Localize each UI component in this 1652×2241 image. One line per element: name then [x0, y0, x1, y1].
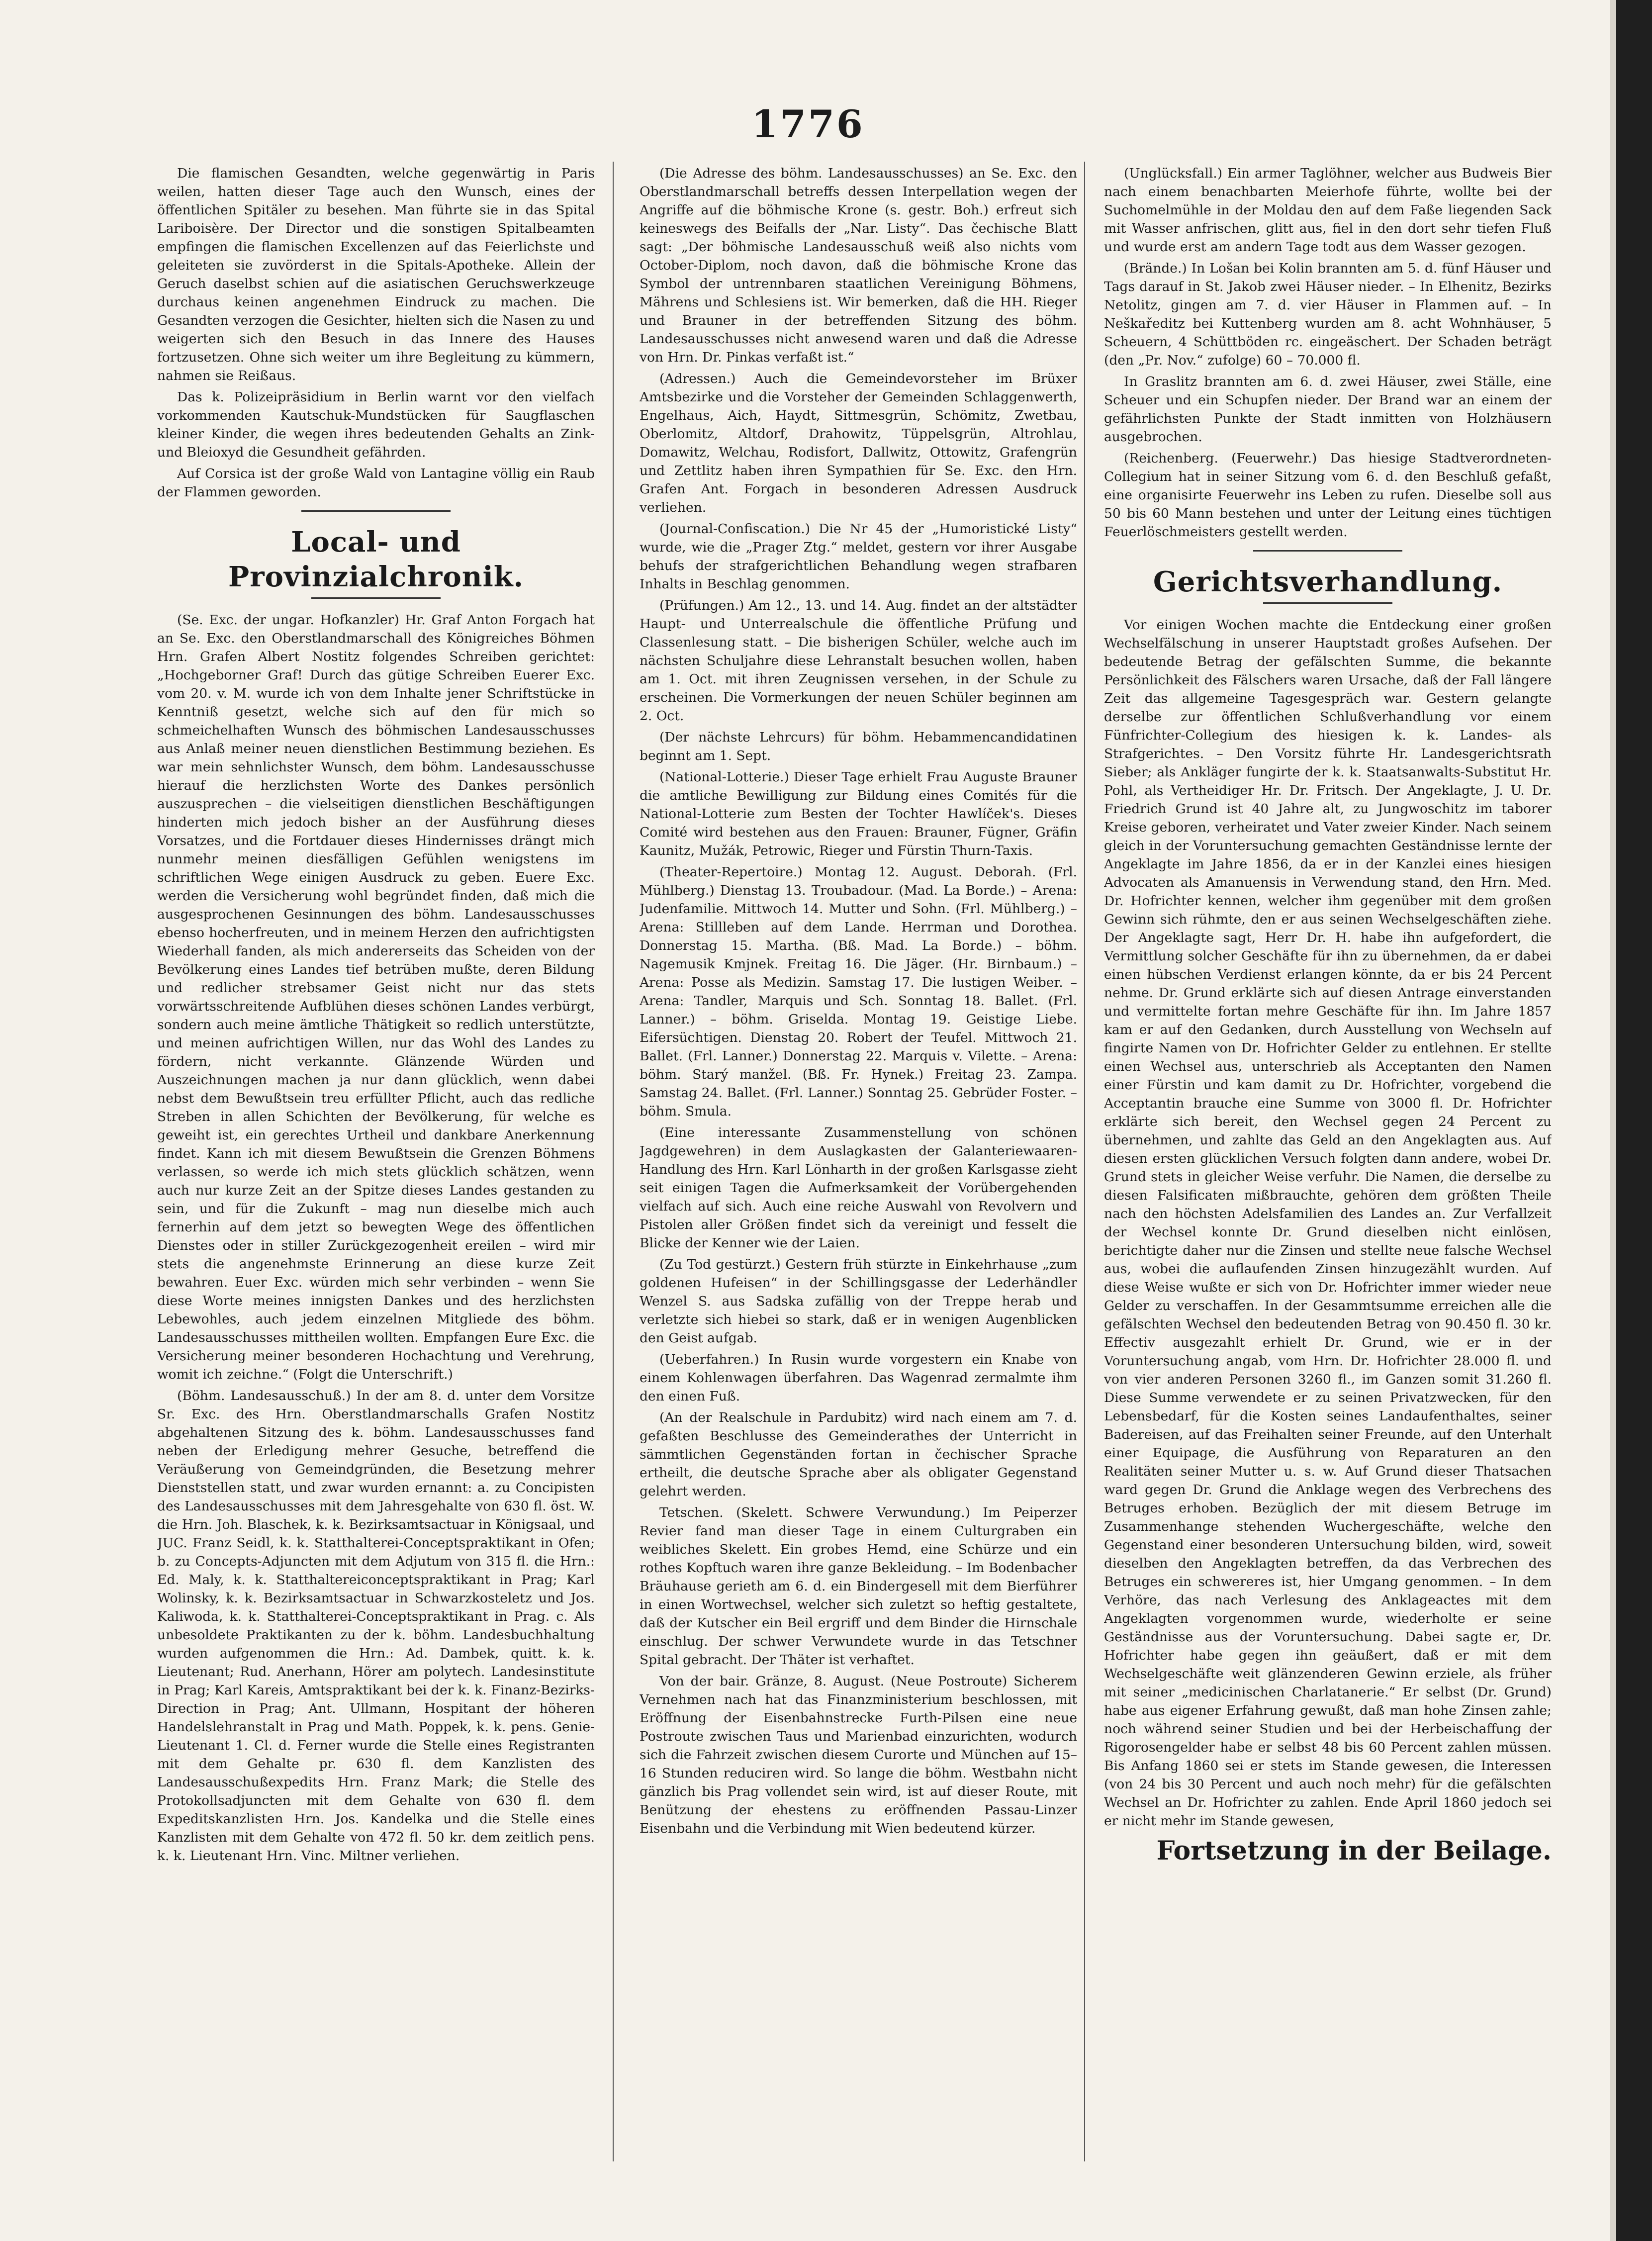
article-paragraph: (Theater-Repertoire.) Montag 12. August. Deborah. (Frl. Mühlberg.) Dienstag 13. Troubadour. (Mad. La Borde.) – Arena: Judenfamilie. Mittwoch 14. Mutter und Sohn. (Frl. Mühlberg.) – Arena: Stillleben auf dem Lande. Herrman und Dorothea. Donnerstag 15. Martha. (Bß. Mad. La Borde.) – böhm. Nagemusik Kmjnek. Freitag 16. Die Jäger. (Hr. Birnbaum.) – Arena: Posse als Medizin. Samstag 17. Die lustigen Weiber. – Arena: Tandler, Marquis und Sch. Sonntag 18. Ballet. (Frl. Lanner.) – böhm. Griselda. Montag 19. Geistige Liebe. Eifersüchtigen. Dienstag 20. Robert der Teufel. Mittwoch 21. Ballet. (Frl. Lanner.) Donnerstag 22. Marquis v. Vilette. – Arena: böhm. Starý manžel. (Bß. Fr. Hynek.) Freitag 23. Zampa. Samstag 24. Ballet. (Frl. Lanner.) Sonntag 25. Gebrüder Foster. – böhm. Smula.: [640, 864, 1077, 1119]
article-paragraph: (Adressen.) Auch die Gemeindevorsteher im Brüxer Amtsbezirke und die Vorsteher der Gemeinden Schlaggenwerth, Engelhaus, Aich, Haydt, Sittmesgrün, Schömitz, Zwetbau, Oberlomitz, Altdorf, Drahowitz, Tüppelsgrün, Altrohlau, Domawitz, Welchau, Rodisfort, Dallwitz, Ottowitz, Grafengrün und Zettlitz haben ihren Sympathien für Se. Exc. den Hrn. Grafen Ant. Forgach in besonderen Adressen Ausdruck verliehen.: [640, 371, 1077, 515]
scan-border: [1616, 0, 1652, 2241]
section-divider: [301, 510, 451, 512]
page-edge: [1610, 0, 1616, 2241]
column-2: [640, 164, 1077, 2166]
article-paragraph: (An der Realschule in Pardubitz) wird nach einem am 7. d. gefaßten Beschlusse des Gemeinderathes der Unterricht in sämmtlichen Gegenständen fortan in čechischer Sprache ertheilt, die deutsche Sprache aber als obligater Gegenstand gelehrt werden.: [640, 1410, 1077, 1499]
heading-underline: [311, 597, 441, 599]
column-1: [157, 164, 595, 2166]
article-paragraph: (Se. Exc. der ungar. Hofkanzler) Hr. Graf Anton Forgach hat an Se. Exc. den Oberstlandmarschall des Königreiches Böhmen Hrn. Grafen Albert Nostitz folgendes Schreiben gerichtet: „Hochgeborner Graf! Durch das gütige Schreiben Euerer Exc. vom 20. v. M. wurde ich von dem Inhalte jener Schriftstücke in Kenntniß gesetzt, welche sich auf den für mich so schmeichelhaften Wunsch des böhmischen Landesausschusses aus Anlaß meiner neuen dienstlichen Bestimmung beziehen. Es war mein sehnlichster Wunsch, dem böhm. Landesausschusse hierauf die herzlichsten Worte des Dankes persönlich auszusprechen – die vielseitigen dienstlichen Beschäftigungen hinderten mich jedoch bisher an der Ausführung dieses Vorsatzes, und die Fortdauer dieses Hindernisses drängt mich nunmehr meinen diesfälligen Gefühlen wenigstens im schriftlichen Wege einigen Ausdruck zu geben. Euere Exc. werden die Versicherung wohl begründet finden, daß mich die ausgesprochenen Gesinnungen des böhm. Landesausschusses ebenso hocherfreuten, und in meinem Herzen den aufrichtigsten Wiederhall fanden, als mich andererseits das Scheiden von der Bevölkerung eines Landes tief betrüben mußte, deren Bildung und redlicher strebsamer Geist nicht nur das stets vorwärtsschreitende Aufblühen dieses schönen Landes verbürgt, sondern auch meine ämtliche Thätigkeit so redlich unterstützte, und meinen aufrichtigen Willen, nur das Wohl des Landes zu fördern, nicht verkannte. Glänzende Würden und Auszeichnungen machen ja nur dann glücklich, wenn dabei nebst dem Bewußtsein treu erfüllter Pflicht, auch das redliche Streben in allen Schichten der Bevölkerung, für welche es geweiht ist, ein gerechtes Urtheil und dankbare Anerkennung findet. Kann ich mit diesem Bewußtsein die Grenzen Böhmens verlassen, so werde ich mich stets glücklich schätzen, wenn auch nur kurze Zeit an der Spitze dieses Landes gestanden zu sein, und für die Zukunft – mag nun dieselbe mich auch fernerhin auf dem jetzt so bewegten Wege des öffentlichen Dienstes oder in stiller Zurückgezogenheit ereilen – wird mir stets die angenehmste Erinnerung an diese kurze Zeit bewahren. Euer Exc. würden mich sehr verbinden – wenn Sie diese Worte meines innigsten Dankes und des herzlichsten Lebewohles, auch jedem einzelnen Mitgliede des böhm. Landesausschusses mittheilen wollten. Empfangen Eure Exc. die Versicherung meiner besonderen Hochachtung und Verehrung, womit ich zeichne.“ (Folgt die Unterschrift.): [157, 612, 595, 1382]
section-heading-court-hearing: Gerichtsverhandlung.: [1153, 565, 1503, 598]
article-paragraph: (Böhm. Landesausschuß.) In der am 8. d. unter dem Vorsitze Sr. Exc. des Hrn. Oberstlandmarschalls Grafen Nostitz abgehaltenen Sitzung des k. böhm. Landesausschusses fand neben der Erledigung mehrer Gesuche, betreffend die Veräußerung von Gemeindgründen, die Besetzung mehrer Dienststellen statt, und zwar wurden ernannt: a. zu Concipisten des Landesausschusses mit dem Jahresgehalte von 630 fl. öst. W. die Hrn. Joh. Blaschek, k. k. Bezirksamtsactuar in Königsaal, und JUC. Franz Seidl, k. k. Statthalterei-Conceptspraktikant in Ofen; b. zu Concepts-Adjuncten mit dem Adjutum von 315 fl. die Hrn.: Ed. Maly, k. k. Statthaltereiconceptspraktikant in Prag; Karl Wolinsky, k. k. Bezirksamtsactuar in Schwarzkosteletz und Jos. Kaliwoda, k. k. Statthalterei-Conceptspraktikant in Prag. c. Als unbesoldete Praktikanten zu der k. böhm. Landesbuchhaltung wurden aufgenommen die Hrn.: Ad. Dambek, quitt. k. k. Lieutenant; Rud. Anerhann, Hörer am polytech. Landesinstitute in Prag; Karl Kareis, Amtspraktikant bei der k. k. Finanz-Bezirks-Direction in Prag; Ant. Ullmann, Hospitant der höheren Handelslehranstalt in Prag und Math. Poppek, k. k. pens. Genie-Lieutenant 1. Cl. d. Ferner wurde die Stelle eines Registranten mit dem Gehalte pr. 630 fl. dem Kanzlisten des Landesausschußexpedits Hrn. Franz Mark; die Stelle des Protokollsadjuncten mit dem Gehalte von 630 fl. dem Expeditskanzlisten Hrn. Jos. Kandelka und die Stelle eines Kanzlisten mit dem Gehalte von 472 fl. 50 kr. dem zeitlich pens. k. k. Lieutenant Hrn. Vinc. Miltner verliehen.: [157, 1388, 595, 1864]
column-divider-1: [613, 162, 614, 2161]
column-3: [1104, 164, 1552, 2166]
article-paragraph: (Unglücksfall.) Ein armer Taglöhner, welcher aus Budweis Bier nach einem benachbarten Meierhofe führte, wollte bei der Suchomelmühle in der Moldau den auf dem Faße liegenden Sack mit Wasser anfrischen, glitt aus, fiel in den dort sehr tiefen Fluß und wurde erst am andern Tage todt aus dem Wasser gezogen.: [1104, 166, 1552, 255]
article-paragraph: (Prüfungen.) Am 12., 13. und 14. Aug. findet an der altstädter Haupt- und Unterrealschule die öffentliche Prüfung und Classenlesung statt. – Die bisherigen Schüler, welche auch im nächsten Schuljahre diese Lehranstalt besuchen wollen, haben am 1. Oct. mit ihren Zeugnissen versehen, in der Schule zu erscheinen. Die Vormerkungen der neuen Schüler beginnen am 2. Oct.: [640, 598, 1077, 724]
article-paragraph: (Ueberfahren.) In Rusin wurde vorgestern ein Knabe von einem Kohlenwagen überfahren. Das Wagenrad zermalmte ihm den einen Fuß.: [640, 1352, 1077, 1404]
article-paragraph: Die flamischen Gesandten, welche gegenwärtig in Paris weilen, hatten dieser Tage auch den Wunsch, eines der öffentlichen Spitäler zu besehen. Man führte sie in das Spital Lariboisère. Der Director und die sonstigen Spitalbeamten empfingen die flamischen Excellenzen auf das Feierlichste und geleiteten sie zuvörderst in die Spitals-Apotheke. Allein der Geruch daselbst schien auf die asiatischen Geruchswerkzeuge durchaus keinen angenehmen Eindruck zu machen. Die Gesandten verzogen die Gesichter, hielten sich die Nasen zu und weigerten sich den Besuch in das Innere des Hauses fortzusetzen. Ohne sich weiter um ihre Begleitung zu kümmern, nahmen sie Reißaus.: [157, 166, 595, 383]
section-divider: [1253, 550, 1402, 552]
article-paragraph: (Reichenberg. (Feuerwehr.) Das hiesige Stadtverordneten-Collegium hat in seiner Sitzung vom 6. d. den Beschluß gefaßt, eine organisirte Feuerwehr ins Leben zu rufen. Dieselbe soll aus 50 bis 60 Mann bestehen und unter der Leitung eines tüchtigen Feuerlöschmeisters gestellt werden.: [1104, 451, 1552, 540]
article-paragraph: (Journal-Confiscation.) Die Nr 45 der „Humoristické Listy“ wurde, wie die „Prager Ztg.“ meldet, gestern vor ihrer Ausgabe behufs der strafgerichtlichen Behandlung wegen strafbaren Inhalts in Beschlag genommen.: [640, 521, 1077, 592]
continuation-note: Fortsetzung in der Beilage.: [1156, 1836, 1552, 1866]
article-paragraph: Auf Corsica ist der große Wald von Lantagine völlig ein Raub der Flammen geworden.: [157, 466, 595, 500]
article-paragraph: (Zu Tod gestürzt.) Gestern früh stürzte in Einkehrhause „zum goldenen Hufeisen“ in der Schillingsgasse der Lederhändler Wenzel S. aus Sadska zufällig von der Treppe herab und verletzte sich hiebei so stark, daß er in wenigen Augenblicken den Geist aufgab.: [640, 1257, 1077, 1346]
article-paragraph: (Eine interessante Zusammenstellung von schönen Jagdgewehren) in dem Auslagkasten der Galanteriewaaren-Handlung des Hrn. Karl Lönharth in der großen Karlsgasse zieht seit einigen Tagen die Aufmerksamkeit der Vorübergehenden vielfach auf sich. Auch eine reiche Auswahl von Revolvern und Pistolen aller Größen findet sich da vereinigt und fesselt die Blicke der Kenner wie der Laien.: [640, 1125, 1077, 1251]
article-paragraph: (Brände.) In Lošan bei Kolin brannten am 5. d. fünf Häuser und Tags darauf in St. Jakob zwei Häuser nieder. – In Elhenitz, Bezirks Netolitz, gingen am 7. d. vier Häuser in Flammen auf. – In Neškaředitz bei Kuttenberg wurden am 8. acht Wohnhäuser, 5 Scheuern, 4 Schüttböden rc. eingeäschert. Der Schaden beträgt (den „Pr. Nov.“ zufolge) 60 – 70.000 fl.: [1104, 261, 1552, 368]
heading-underline: [1263, 602, 1392, 604]
article-paragraph: Vor einigen Wochen machte die Entdeckung einer großen Wechselfälschung in unserer Hauptstadt großes Aufsehen. Der bedeutende Betrag der gefälschten Summe, die bekannte Persönlichkeit des Fälschers waren Ursache, daß der Fall längere Zeit das allgemeine Tagesgespräch war. Gestern gelangte derselbe zur öffentlichen Schlußverhandlung vor einem Fünfrichter-Collegium des hiesigen k. k. Landes- als Strafgerichtes. – Den Vorsitz führte Hr. Landesgerichtsrath Sieber; als Ankläger fungirte der k. k. Staatsanwalts-Substitut Hr. Pohl, als Vertheidiger Hr. Dr. Fritsch. Der Angeklagte, J. U. Dr. Friedrich Grund ist 40 Jahre alt, zu Jungwoschitz im taborer Kreise geboren, verheiratet und Vater zweier Kinder. Nach seinem gleich in der Voruntersuchung gemachten Geständnisse lernte der Angeklagte im Jahre 1856, da er in der Kanzlei eines hiesigen Advocaten als Amanuensis in Verwendung stand, den Hrn. Med. Dr. Hofrichter kennen, welcher ihm gegenüber mit dem großen Gewinn sich rühmte, den er aus seinen Wechselgeschäften ziehe. Der Angeklagte sagt, Herr Dr. H. habe ihn aufgefordert, die Vermittlung solcher Geschäfte für ihn zu übernehmen, da er dabei einen hübschen Verdienst erlangen könnte, da er bis 24 Percent nehme. Dr. Grund erklärte sich auf diesen Antrage einverstanden und vermittelte fortan mehre Geschäfte für ihn. Im Jahre 1857 kam er auf den Gedanken, durch Ausstellung von Wechseln auf fingirte Namen von Dr. Hofrichter Gelder zu entlehnen. Er stellte einen Wechsel aus, unterschrieb als Acceptanten den Namen einer Fürstin und kam damit zu Dr. Hofrichter, vorgebend die Acceptantin brauche eine Summe von 3000 fl. Dr. Hofrichter erklärte sich bereit, den Wechsel gegen 24 Percent zu übernehmen, und zahlte das Geld an den Angeklagten aus. Auf diesen ersten glücklichen Versuch folgten dann andere, wobei Dr. Grund stets in gleicher Weise verfuhr. Die Namen, die derselbe zu diesen Falsificaten mißbrauchte, gehören dem größten Theile nach den höchsten Adelsfamilien des Landes an. Zur Verfallzeit der Wechsel konnte Dr. Grund dieselben nicht einlösen, berichtigte daher nur die Zinsen und stellte neue falsche Wechsel aus, wobei die auflaufenden Zinsen hinzugezählt wurden. Auf diese Weise wußte er sich von Dr. Hofrichter immer wieder neue Gelder zu verschaffen. In der Gesammtsumme erreichen alle die gefälschten Wechsel den bedeutenden Betrag von 90.450 fl. 30 kr. Effectiv ausgezahlt erhielt Dr. Grund, wie er in der Voruntersuchung angab, vom Hrn. Dr. Hofrichter 28.000 fl. und von vier anderen Personen 3260 fl., im Ganzen somit 31.260 fl. Diese Summe verwendete er zu seinen Privatzwecken, für den Lebensbedarf, für die Kosten seines Landaufenthaltes, seiner Badereisen, auf das Freihalten seiner Freunde, auf den Unterhalt einer Equipage, die Ausführung von Reparaturen an den Realitäten seiner Mutter u. s. w. Auf Grund dieser Thatsachen ward gegen Dr. Grund die Anklage wegen des Verbrechens des Betruges erhoben. Bezüglich der mit diesem Betruge im Zusammenhange stehenden Wuchergeschäfte, welche den Gegenstand einer besonderen Untersuchung bilden, wird, soweit dieselben den Angeklagten betreffen, da das Verbrechen des Betruges ein schwereres ist, hier Umgang genommen. – In dem Verhöre, das nach Verlesung des Anklageactes mit dem Angeklagten vorgenommen wurde, wiederholte er seine Geständnisse aus der Voruntersuchung. Dabei sagte er, Dr. Hofrichter habe gegen ihn geäußert, daß er mit dem Wechselgeschäfte weit glänzenderen Gewinn erziele, als früher mit seiner „medicinischen Charlatanerie.“ Er selbst (Dr. Grund) habe aus eigener Erfahrung gewußt, daß man hohe Zinsen zahle; noch während seiner Studien und bei der Herbeischaffung der Rigorosengelder habe er selbst 48 bis 60 Percent zahlen müssen. Bis Anfang 1860 sei er stets im Stande gewesen, die Interessen (von 24 bis 30 Percent und auch noch mehr) für die gefälschten Wechsel an Dr. Hofrichter zu zahlen. Ende April 1860 jedoch sei er nicht mehr im Stande gewesen,: [1104, 617, 1552, 1829]
article-paragraph: (National-Lotterie.) Dieser Tage erhielt Frau Auguste Brauner die amtliche Bewilligung zur Bildung eines Comités für die National-Lotterie zum Besten der Tochter Hawlíček's. Dieses Comité wird bestehen aus den Frauen: Brauner, Fügner, Gräfin Kaunitz, Mužák, Petrowic, Rieger und Fürstin Thurn-Taxis.: [640, 769, 1077, 858]
article-paragraph: Das k. Polizeipräsidium in Berlin warnt vor den vielfach vorkommenden Kautschuk-Mundstücken für Saugflaschen kleiner Kinder, die wegen ihres bedeutenden Gehalts an Zink- und Bleioxyd die Gesundheit gefährden.: [157, 389, 595, 460]
article-paragraph: (Die Adresse des böhm. Landesausschusses) an Se. Exc. den Oberstlandmarschall betreffs dessen Interpellation wegen der Angriffe auf die böhmische Krone (s. gestr. Boh.) erfreut sich keineswegs des Beifalls der „Nar. Listy“. Das čechische Blatt sagt: „Der böhmische Landesausschuß weiß also nichts vom October-Diplom, noch davon, daß die böhmische Krone das Symbol der untrennbaren staatlichen Vereinigung Böhmens, Mährens und Schlesiens ist. Wir bemerken, daß die HH. Rieger und Brauner in der betreffenden Sitzung des böhm. Landesausschusses nicht anwesend waren und daß die Adresse von Hrn. Dr. Pinkas verfaßt ist.“: [640, 166, 1077, 365]
column-divider-2: [1084, 162, 1085, 2161]
article-paragraph: Tetschen. (Skelett. Schwere Verwundung.) Im Peiperzer Revier fand man dieser Tage in einem Culturgraben ein weibliches Skelett. Ein grobes Hemd, eine Schürze und ein rothes Kopftuch waren ihre ganze Bekleidung. – Im Bodenbacher Bräuhause gerieth am 6. d. ein Bindergesell mit dem Bierführer in einen Wortwechsel, welcher sich zuletzt so heftig gestaltete, daß der Kutscher ein Beil ergriff und dem Binder die Hirnschale einschlug. Der schwer Verwundete wurde in das Tetschner Spital gebracht. Der Thäter ist verhaftet.: [640, 1505, 1077, 1668]
page-number: 1776: [751, 102, 865, 146]
article-paragraph: Von der bair. Gränze, 8. August. (Neue Postroute) Sicherem Vernehmen nach hat das Finanzministerium beschlossen, mit Eröffnung der Eisenbahnstrecke Furth-Pilsen eine neue Postroute zwischen Taus und Marienbad einzurichten, wodurch sich die Fahrzeit zwischen diesem Curorte und München auf 15–16 Stunden reduciren wird. So lange die böhm. Westbahn nicht gänzlich bis Prag vollendet sein wird, ist auf dieser Route, mit Benützung der ehestens zu eröffnenden Passau-Linzer Eisenbahn und die Verbindung mit Wien bedeutend kürzer.: [640, 1674, 1077, 1836]
article-paragraph: In Graslitz brannten am 6. d. zwei Häuser, zwei Ställe, eine Scheuer und ein Schupfen nieder. Der Brand war an einem der gefährlichsten Punkte der Stadt inmitten von Holzhäusern ausgebrochen.: [1104, 374, 1552, 445]
section-heading-local-chronicle: Local- und Provinzialchronik.: [228, 526, 524, 593]
article-paragraph: (Der nächste Lehrcurs) für böhm. Hebammencandidatinen beginnt am 1. Sept.: [640, 730, 1077, 763]
